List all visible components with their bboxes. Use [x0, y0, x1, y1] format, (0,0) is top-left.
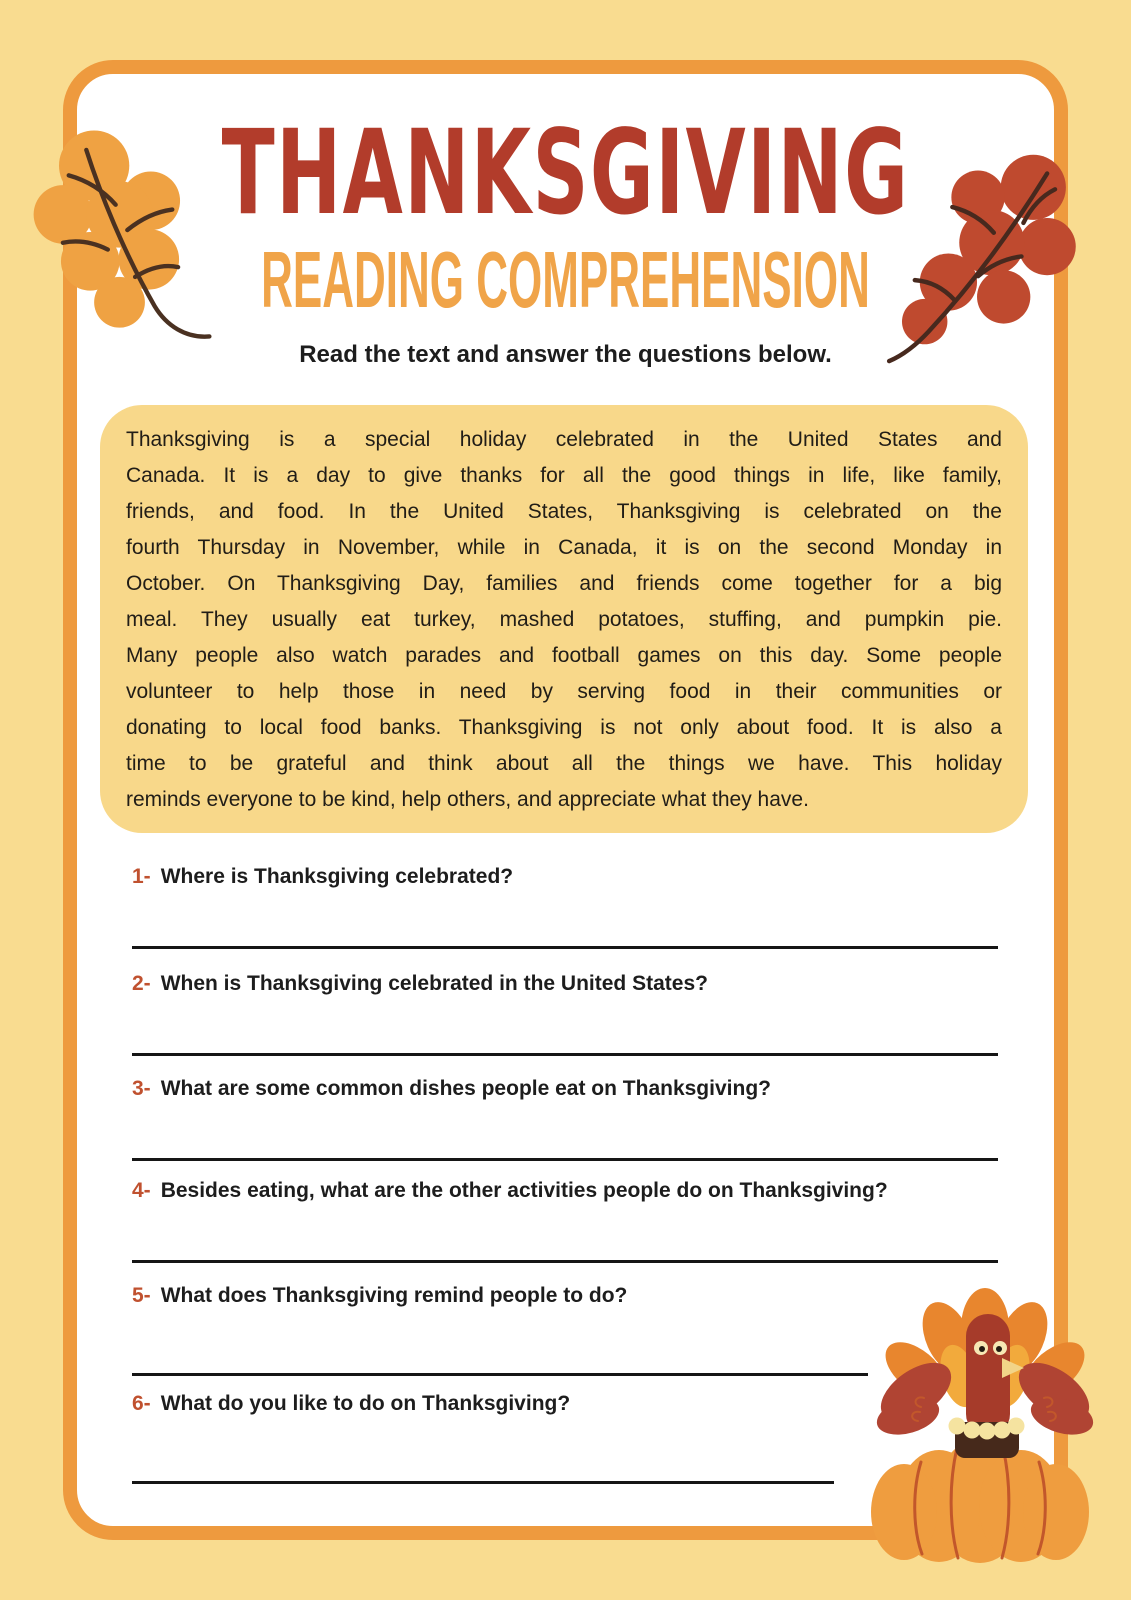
answer-line-6[interactable]	[132, 1481, 834, 1484]
passage-line: fourth Thursday in November, while in Canada, it is on the second Monday in	[126, 536, 1002, 559]
question-5-text: What does Thanksgiving remind people to do?	[160, 1284, 628, 1307]
question-5	[132, 1284, 627, 1308]
passage-line: friends, and food. In the United States, Thanksgiving is celebrated on the	[126, 500, 1002, 523]
question-2-number: 2-	[132, 972, 151, 995]
reading-passage	[100, 405, 1028, 833]
question-4-number: 4-	[132, 1179, 151, 1202]
turkey-in-pumpkin-icon	[860, 1286, 1096, 1564]
passage-line: Canada. It is a day to give thanks for all the good things in life, like family,	[126, 464, 1002, 487]
page-subtitle: READING COMPREHENSION	[261, 235, 870, 324]
answer-line-5[interactable]	[132, 1373, 868, 1376]
passage-line: Thanksgiving is a special holiday celebrated in the United States and	[126, 428, 1002, 451]
passage-line: donating to local food banks. Thanksgiving is not only about food. It is also a	[126, 716, 1002, 739]
question-4-text: Besides eating, what are the other activities people do on Thanksgiving?	[160, 1179, 888, 1202]
question-6-number: 6-	[132, 1392, 151, 1415]
question-2-text: When is Thanksgiving celebrated in the United States?	[160, 972, 708, 995]
passage-line: Many people also watch parades and football games on this day. Some people	[126, 644, 1002, 667]
passage-line: time to be grateful and think about all the things we have. This holiday	[126, 752, 1002, 775]
question-1	[132, 865, 513, 889]
question-3	[132, 1077, 771, 1101]
passage-line: reminds everyone to be kind, help others, and appreciate what they have.	[126, 788, 809, 811]
question-1-number: 1-	[132, 865, 151, 888]
question-1-text: Where is Thanksgiving celebrated?	[160, 865, 514, 888]
question-2	[132, 972, 708, 996]
answer-line-2[interactable]	[132, 1053, 998, 1056]
question-3-text: What are some common dishes people eat on Thanksgiving?	[160, 1077, 771, 1100]
question-5-number: 5-	[132, 1284, 151, 1307]
answer-line-4[interactable]	[132, 1260, 998, 1263]
question-6	[132, 1392, 570, 1416]
question-4	[132, 1179, 888, 1203]
answer-line-3[interactable]	[132, 1158, 998, 1161]
answer-line-1[interactable]	[132, 946, 998, 949]
page-title: THANKSGIVING	[221, 106, 910, 242]
instruction-text: Read the text and answer the questions below.	[299, 341, 832, 368]
passage-line: October. On Thanksgiving Day, families and friends come together for a big	[126, 572, 1002, 595]
question-6-text: What do you like to do on Thanksgiving?	[160, 1392, 571, 1415]
passage-line: meal. They usually eat turkey, mashed potatoes, stuffing, and pumpkin pie.	[126, 608, 1002, 631]
question-3-number: 3-	[132, 1077, 151, 1100]
passage-line: volunteer to help those in need by serving food in their communities or	[126, 680, 1002, 703]
